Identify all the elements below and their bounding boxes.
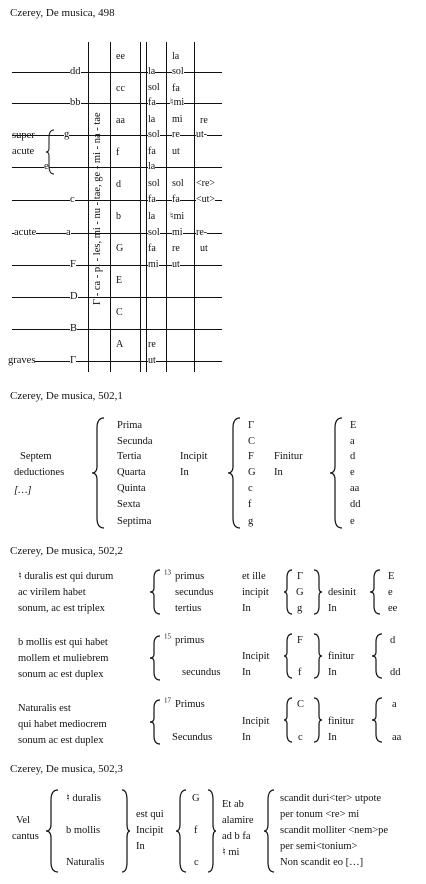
col-mid-10: la (148, 211, 156, 222)
col-right-b-3: ut- (196, 129, 208, 140)
s4-note-2: f (194, 825, 198, 836)
col-right-b-5: <ut> (196, 194, 216, 205)
s3-b1-mid-2: secundus (175, 587, 214, 598)
brace-s3-b1-notes-right (312, 570, 322, 614)
col-right-b-7: ut (200, 243, 208, 254)
col-right-b-1: fa (172, 83, 180, 94)
col-mid-9: fa (148, 194, 156, 205)
col-right-a-12: ut (172, 259, 180, 270)
s2-left-2: deductiones (14, 467, 65, 478)
s4-et-2: alamire (222, 815, 254, 826)
s3-b1-mid2-2: incipit (242, 587, 269, 598)
s2-start-2: C (248, 436, 256, 447)
s3-b2-verb-1: finitur (328, 651, 355, 662)
s3-b3-num (164, 696, 171, 711)
s3-b3-left-1: Naturalis est (18, 703, 71, 714)
gamut-a: a (66, 227, 71, 238)
s2-name-5: Quinta (117, 483, 146, 494)
label-super: super- (12, 130, 39, 141)
s3-b3-end-2: aa (392, 732, 402, 743)
brace-s2-ends (330, 418, 344, 528)
s3-b1-left-1: ♮ duralis est qui durum (18, 571, 114, 582)
brace-s3-b3-ends (372, 698, 384, 742)
s3-b2-verb-2: In (328, 667, 337, 678)
col-left-E: E (116, 275, 123, 286)
gamut-F: F (70, 259, 76, 270)
s3-b1-mid-3: tertius (175, 603, 202, 614)
brace-s4-right (264, 790, 276, 872)
s3-b2-end-2: dd (390, 667, 401, 678)
s3-b1-note-1: Γ (297, 571, 304, 582)
col-left-C: C (116, 307, 123, 318)
s3-b2-footnote: 15 (164, 632, 171, 641)
s4-et-1: Et ab (222, 799, 244, 810)
s3-b1-mid-1: primus (175, 571, 205, 582)
s3-b1-mid2-3: In (242, 603, 251, 614)
s3-b2-left-2: mollem et muliebrem (18, 653, 109, 664)
s3-b3-verb-1: finitur (328, 716, 355, 727)
s2-end-4: e (350, 467, 355, 478)
col-right-a-1: la (172, 51, 180, 62)
col-right-a-3: ♮mi (170, 97, 185, 108)
col-mid-4: la (148, 114, 156, 125)
col-left-d: d (116, 179, 121, 190)
s2-incipit: Incipit (180, 451, 208, 462)
brace-s4-kinds (46, 790, 60, 872)
brace-s3-b2-ends (372, 634, 384, 678)
brace-s3-b2-notes-left (284, 634, 294, 678)
s3-b3-mid2-1: Incipit (242, 716, 270, 727)
s3-b3-end-1: a (392, 699, 397, 710)
brace-s2-starts (228, 418, 242, 528)
label-acute-super: acute (12, 146, 35, 157)
gamut-c: c (70, 194, 75, 205)
gamut-g: g (64, 129, 70, 140)
section-3-heading: Czerey, De musica, 502,2 (10, 545, 123, 557)
col-left-cc: cc (116, 83, 125, 94)
s4-mid-3: In (136, 841, 145, 852)
brace-s4-notes-left (176, 790, 188, 872)
s4-left-2: cantus (12, 831, 39, 842)
s4-et-3: ad b fa (222, 831, 251, 842)
col-right-a-10: mi (172, 227, 183, 238)
vertical-syllables: Γ - ca - pi - les, mi - nu - tae, ge - mi - na - tae (92, 112, 103, 306)
brace-s4-notes-right (206, 790, 216, 872)
col-left-f: f (116, 147, 120, 158)
brace-s3-b1-notes-left (284, 570, 294, 614)
s3-b1-end-3: ee (388, 603, 398, 614)
col-mid-2: sol (148, 82, 160, 93)
s3-b1-footnote: 13 (164, 568, 171, 577)
s3-b2-end-1: d (390, 635, 396, 646)
s2-in-1: In (180, 467, 189, 478)
s3-b2-mid-1: primus (175, 635, 205, 646)
col-right-a-6: ut (172, 146, 180, 157)
s4-right-2: per tonum <re> mi (280, 809, 360, 820)
gamut-gamma: Γ (70, 355, 77, 366)
s3-b1-verb-2: In (328, 603, 337, 614)
brace-s4-kinds-right (120, 790, 130, 872)
brace-s3-b2-notes-right (312, 634, 322, 678)
s3-b1-end-2: e (388, 587, 393, 598)
s2-end-6: dd (350, 499, 361, 510)
col-mid-8: sol (148, 178, 160, 189)
s3-b3-note-2: c (298, 732, 303, 743)
s4-mid-1: est qui (136, 809, 164, 820)
col-right-a-5: re (172, 129, 180, 140)
label-graves: graves (8, 355, 36, 366)
col-mid-14: re (148, 339, 156, 350)
s3-b3-verb-2: In (328, 732, 337, 743)
s4-kind-3: Naturalis (66, 857, 105, 868)
s3-b3-mid-1: Primus (175, 699, 205, 710)
s4-kind-2: b mollis (66, 825, 101, 836)
col-left-ee: ee (116, 51, 125, 62)
gamut-B: B (70, 323, 78, 334)
col-mid-5: sol (148, 129, 160, 140)
brace-s3-b3 (150, 700, 162, 744)
brace-s2-names (92, 418, 106, 528)
s2-start-1: Γ (248, 420, 255, 431)
s4-right-5: Non scandit eo […] (280, 857, 364, 868)
label-acute: acute (14, 227, 37, 238)
s2-left-1: Septem (20, 451, 52, 462)
s3-b1-num (164, 568, 171, 583)
s4-kind-1: ♮ duralis (66, 793, 101, 804)
col-right-a-2: sol (172, 66, 184, 77)
s3-b2-mid2-1: Incipit (242, 651, 270, 662)
s2-name-7: Septima (117, 516, 152, 527)
s2-name-1: Prima (117, 420, 143, 431)
s2-start-7: g (248, 516, 254, 527)
col-mid-12: fa (148, 243, 156, 254)
s3-b2-num (164, 632, 171, 647)
s4-note-1: G (192, 793, 200, 804)
s3-b3-left-2: qui habet mediocrem (18, 719, 107, 730)
s3-b3-footnote: 17 (164, 696, 171, 705)
col-mid-1: la (148, 66, 156, 77)
s4-right-1: scandit duri<ter> utpote (280, 793, 382, 804)
s3-b2-mid2-2: In (242, 667, 251, 678)
brace-s3-b1 (150, 570, 162, 614)
s3-b1-mid2-1: et ille (242, 571, 266, 582)
s2-end-1: E (350, 420, 357, 431)
s3-b3-mid-2: Secundus (172, 732, 213, 743)
s2-start-6: f (248, 499, 252, 510)
s3-b3-mid2-2: In (242, 732, 251, 743)
s4-mid-2: Incipit (136, 825, 164, 836)
col-right-a-9: ♮mi (170, 211, 185, 222)
s4-left-1: Vel (16, 815, 30, 826)
col-right-a-11: re (172, 243, 180, 254)
s2-name-4: Quarta (117, 467, 146, 478)
gamut-D: D (70, 291, 78, 302)
col-right-a-4: mi (172, 114, 183, 125)
section-4-heading: Czerey, De musica, 502,3 (10, 763, 123, 775)
s2-end-3: d (350, 451, 356, 462)
s2-start-4: G (248, 467, 256, 478)
col-right-b-2: re (200, 115, 208, 126)
col-mid-7: la (148, 161, 156, 172)
s3-b1-end-1: E (388, 571, 395, 582)
s3-b3-left-3: sonum ac est duplex (18, 735, 104, 746)
s2-name-2: Secunda (117, 436, 153, 447)
s3-b2-left-3: sonum ac est duplex (18, 669, 104, 680)
s3-b2-note-1: F (297, 635, 303, 646)
gamut-dd: dd (70, 66, 81, 77)
s3-b3-note-1: C (297, 699, 305, 710)
s2-finitur: Finitur (274, 451, 303, 462)
s2-in-2: In (274, 467, 283, 478)
brace-s3-b2 (150, 636, 162, 680)
col-right-b-4: <re> (196, 178, 216, 189)
section-2-heading: Czerey, De musica, 502,1 (10, 390, 123, 402)
brace-s3-b3-notes-right (312, 698, 322, 742)
s4-right-3: scandit molliter <nem>pe (280, 825, 389, 836)
s2-end-7: e (350, 516, 355, 527)
s2-end-5: aa (350, 483, 360, 494)
s3-b2-note-2: f (298, 667, 302, 678)
col-mid-11: sol (148, 227, 160, 238)
s4-note-3: c (194, 857, 199, 868)
s3-b1-note-3: g (297, 603, 303, 614)
s3-b2-left-1: b mollis est qui habet (18, 637, 108, 648)
s2-name-3: Tertia (117, 451, 142, 462)
col-mid-3: fa (148, 97, 156, 108)
col-left-G: G (116, 243, 124, 254)
col-mid-15: ut (148, 355, 156, 366)
brace-s3-b3-notes-left (284, 698, 294, 742)
col-right-b-6: re- (196, 227, 208, 238)
s2-end-2: a (350, 436, 355, 447)
gamut-bb: bb (70, 97, 81, 108)
s4-et-4: ♮ mi (222, 847, 240, 858)
col-left-A: A (116, 339, 124, 350)
col-right-a-8: fa (172, 194, 180, 205)
s3-b1-left-3: sonum, ac est triplex (18, 603, 105, 614)
s2-start-5: c (248, 483, 253, 494)
brace-s3-b1-ends (370, 570, 382, 614)
s2-name-6: Sexta (117, 499, 141, 510)
s3-b1-left-2: ac virilem habet (18, 587, 86, 598)
s3-b1-note-2: G (296, 587, 304, 598)
col-left-b: b (116, 211, 121, 222)
col-right-a-7: sol (172, 178, 184, 189)
col-mid-6: fa (148, 146, 156, 157)
section-1-heading: Czerey, De musica, 498 (10, 7, 115, 19)
col-left-aa: aa (116, 115, 125, 126)
gamut-e: e (44, 161, 49, 172)
s3-b1-verb-1: desinit (328, 587, 356, 598)
col-mid-13: mi (148, 259, 159, 270)
s4-right-4: per semi<tonium> (280, 841, 358, 852)
brace-superacute (46, 130, 56, 174)
s2-start-3: F (248, 451, 254, 462)
s3-b2-mid-2: secundus (182, 667, 221, 678)
s2-left-3: […] (14, 485, 32, 496)
